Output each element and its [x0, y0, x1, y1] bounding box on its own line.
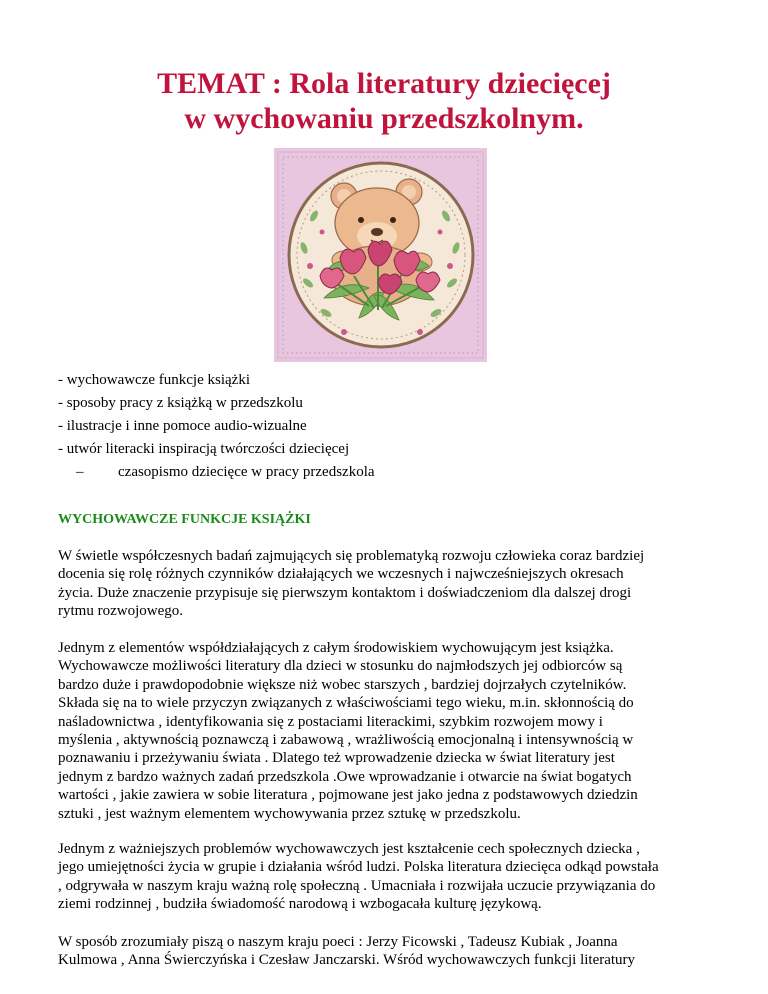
paragraph-line: Jednym z ważniejszych problemów wychowawczych jest kształcenie cech społecznych dziecka , — [58, 841, 640, 857]
paragraph-line: wartości , jakie zawiera w sobie literatura , pojmowane jest jako jedna z podstawowych dziedzin — [58, 787, 638, 804]
paragraph-line: jego umiejętności życia w grupie i działania wśród ludzi. Polska literatura dziecięca odkąd powstała — [58, 859, 659, 876]
topic-list — [58, 369, 375, 484]
paragraph-line: Składa się na to wiele przyczyn związanych z właściwościami tego wieku, m.in. skłonnością do — [58, 695, 634, 712]
paragraph-2 — [58, 639, 718, 823]
teddy-bear-card-illustration — [274, 148, 487, 362]
paragraph-line: myślenia , aktywnością poznawczą i zabawową , wrażliwością emocjonalną i intensywnością w — [58, 732, 634, 749]
paragraph-4 — [58, 933, 718, 970]
paragraph-line: ziemi rodzinnej , budziła świadomość narodową i wzbogacała kulturę językową. — [58, 896, 542, 913]
paragraph-line: życia. Duże znaczenie przypisuje się pierwszym kontaktom i doświadczeniom dla dalszej drogi — [58, 584, 632, 601]
paragraph-line: poznawaniu i przeżywaniu świata . Dlatego też wprowadzenie dziecka w świat literatury jest — [58, 750, 615, 767]
paragraph-line: docenia się rolę różnych czynników działających we wczesnych i najwcześniejszych okresach — [58, 566, 624, 583]
paragraph-line: naśladownictwa , identyfikowania się z postaciami literackimi, szybkim rozwojem mowy i — [58, 713, 603, 730]
paragraph-line: bardzo duże i prawdopodobnie większe niż wobec starszych , bardziej dojrzałych czytelników. — [58, 676, 627, 693]
paragraph-1 — [58, 547, 718, 621]
page-title — [0, 66, 768, 136]
page-title-line-2: w wychowaniu przedszkolnym. — [184, 102, 584, 135]
topic-item: - wychowawcze funkcje książki — [58, 372, 250, 388]
topic-item: - sposoby pracy z książką w przedszkolu — [58, 395, 303, 411]
paragraph-line: rytmu rozwojowego. — [58, 603, 183, 620]
dash-bullet: – — [76, 464, 84, 480]
paragraph-line: jednym z bardzo ważnych zadań przedszkola .Owe wprowadzanie i otwarcie na świat bogatych — [58, 768, 632, 785]
section-heading: WYCHOWAWCZE FUNKCJE KSIĄŻKI — [58, 512, 311, 527]
topic-item: - utwór literacki inspiracją twórczości dziecięcej — [58, 441, 350, 457]
paragraph-line: , odgrywała w naszym kraju ważną rolę społeczną . Umacniała i rozwijała uczucie przywiązania do — [58, 877, 656, 894]
paragraph-3 — [58, 840, 718, 914]
topic-subitem — [58, 461, 375, 484]
page-title-line-1: TEMAT : Rola literatury dziecięcej — [157, 67, 611, 100]
paragraph-line: W sposób zrozumiały piszą o naszym kraju poeci : Jerzy Ficowski , Tadeusz Kubiak , Joanna — [58, 934, 618, 950]
paragraph-line: sztuki , jest ważnym elementem wychowywania przez sztukę w przedszkolu. — [58, 805, 521, 822]
paragraph-line: Wychowawcze możliwości literatury dla dzieci w stosunku do najmłodszych jej odbiorców są — [58, 658, 623, 675]
topic-subitem-text: czasopismo dziecięce w pracy przedszkola — [118, 464, 375, 480]
paragraph-line: Kulmowa , Anna Świerczyńska i Czesław Janczarski. Wśród wychowawczych funkcji literatury — [58, 952, 636, 969]
paragraph-line: W świetle współczesnych badań zajmujących się problematyką rozwoju człowieka coraz bardziej — [58, 548, 645, 564]
paragraph-line: Jednym z elementów współdziałających z całym środowiskiem wychowującym jest książka. — [58, 640, 614, 656]
topic-item: - ilustracje i inne pomoce audio-wizualne — [58, 418, 307, 434]
